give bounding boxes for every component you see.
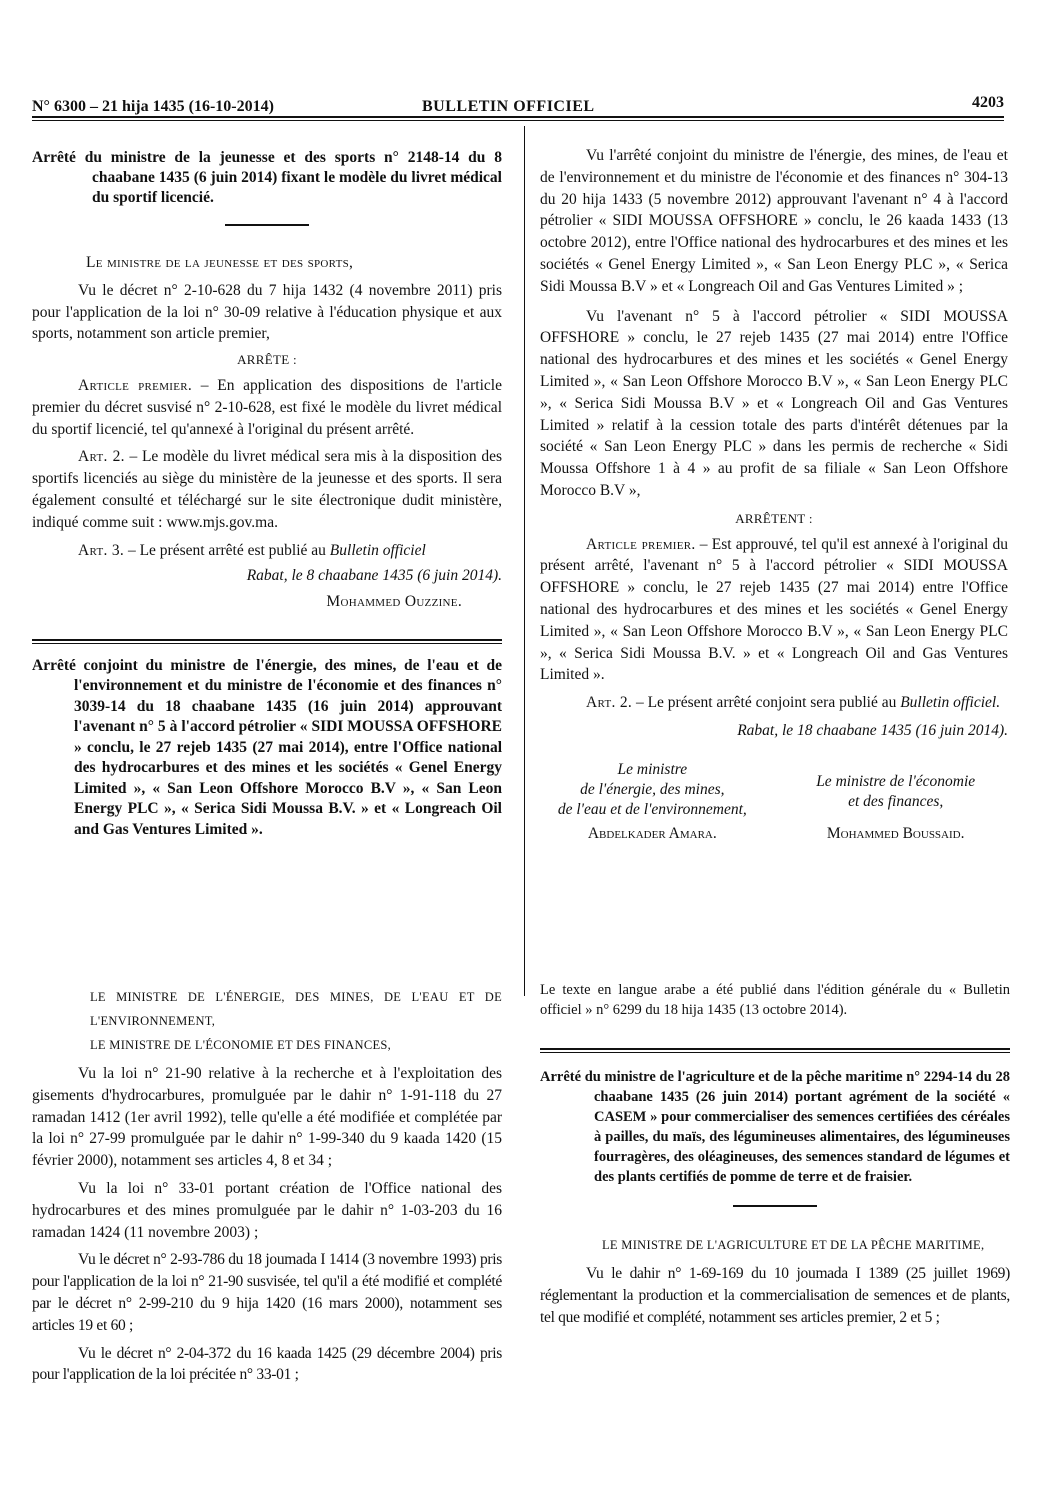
article-text: – Est approuvé, tel qu'il est annexé à l'original du présent arrêté, l'avenant n° 5 à l'accord pétrolier « SIDI MOUSSA OFFSHORE » conclu, le 27 rejeb 1435 (27 mai 2014) entre l'Office national des hydrocarbures et des mines et les sociétés « Genel Energy Limited », « San Leon Offshore Morocco B.V », « San Leon Energy PLC », « Serica Sidi Moussa B.V. » et « Longreach Oil and Gas Ventures Limited ». xyxy=(540,535,1008,684)
right-column xyxy=(540,145,1008,844)
decree3-title: Arrêté du ministre de l'agriculture et de la pêche maritime n° 2294-14 du 28 chaabane 1435 (26 juin 2014) portant agrément de la société « CASEM » pour commercialiser des semences certifiées des céréales à pailles, du maïs, des légumineuses alimentaires, des légumineuses fourragères, des oléagineuses, des semences standard de légumes et des plants certifiés de pomme de terre et de fraisier. xyxy=(540,1069,1010,1185)
article-label: Art. 2. xyxy=(78,448,125,466)
article-text: – En application des dispositions de l'article premier du décret susvisé n° 2-10-628, est fixé le modèle du livret médical du sportif licencié, tel qu'annexé à l'original du présent arrêté. xyxy=(32,376,502,438)
signature-line: de l'énergie, des mines, xyxy=(580,780,725,798)
bulletin-ref: Bulletin officiel. xyxy=(900,694,1001,712)
article-text: – Le présent arrêté est publié au xyxy=(124,541,330,559)
signature-finance-minister xyxy=(783,760,1008,844)
decree2-whereas-3: Vu le décret n° 2-93-786 du 18 joumada I 1414 (3 novembre 1993) pris pour l'application de la loi n° 21-90 susvisée, tel qu'il a été modifié et complété par le décret n° 2-99-210 du 9 hija 1420 (16 mars 2000), notamment ses articles 19 et 60 ; xyxy=(32,1251,502,1334)
decree2-date: Rabat, le 18 chaabane 1435 (16 juin 2014). xyxy=(737,721,1008,739)
decree3-minister: LE MINISTRE DE L'AGRICULTURE ET DE LA PÊCHE MARITIME, xyxy=(602,1238,985,1252)
decree2-arretent: ARRÊTENT : xyxy=(735,510,813,526)
left-column xyxy=(32,148,502,840)
article-label: Article premier. xyxy=(78,376,193,394)
arabic-text-note: Le texte en langue arabe a été publié dans l'édition générale du « Bulletin officiel » n° 6299 du 18 hija 1435 (13 octobre 2014). xyxy=(540,982,1010,1018)
issue-number: N° 6300 – 21 hija 1435 (16-10-2014) xyxy=(32,98,274,115)
article-text: – Le modèle du livret médical sera mis à la disposition des sportifs licenciés au siège du ministère de la jeunesse et des sports. Il sera également consulté et téléchargé sur le site électronique dudit ministère, indiqué comme suit : www.mjs.gov.ma. xyxy=(32,448,502,531)
header-rule xyxy=(32,116,1004,118)
header-rule-thin xyxy=(32,120,1004,121)
article-label: Art. 3. xyxy=(78,541,125,559)
bulletin-ref: Bulletin officiel xyxy=(329,541,426,559)
decree2-minister-1: LE MINISTRE DE L'ÉNERGIE, DES MINES, DE L'EAU ET DE L'ENVIRONNEMENT, xyxy=(90,990,502,1028)
decree1-date: Rabat, le 8 chaabane 1435 (6 juin 2014). xyxy=(246,567,502,585)
decree2-article2 xyxy=(540,692,1008,714)
decree2-title: Arrêté conjoint du ministre de l'énergie, des mines, de l'eau et de l'environnement et du ministre de l'économie et des finances n° 3039-14 du 18 chaabane 1435 (16 juin 2014) approuvant l'avenant n° 5 à l'accord pétrolier « SIDI MOUSSA OFFSHORE » conclu, le 27 rejeb 1435 (27 mai 2014), entre l'Office national des hydrocarbures et des mines et les sociétés « Genel Energy Limited », « San Leon Offshore Morocco B.V », « San Leon Energy PLC », « Serica Sidi Moussa B.V. » et « Longreach Oil and Gas Ventures Limited ». xyxy=(32,656,502,838)
publication-title: BULLETIN OFFICIEL xyxy=(422,98,595,115)
decree3-whereas-1: Vu le dahir n° 1-69-169 du 10 joumada I 1389 (25 juillet 1969) réglementant la production et la commercialisation de semences et de plants, tel que modifié et complété, notamment ses articles premier, 2 et 5 ; xyxy=(540,1265,1010,1326)
decree1-whereas-1: Vu le décret n° 2-10-628 du 7 hija 1432 (4 novembre 2011) pris pour l'application de la loi n° 30-09 relative à l'éducation physique et aux sports, notamment son article premier, xyxy=(32,281,502,343)
article-text: – Le présent arrêté conjoint sera publié au xyxy=(632,694,901,712)
signature-line: Le ministre de l'économie xyxy=(816,772,976,790)
article-label: Art. 2. xyxy=(586,694,633,712)
signature-line: Le ministre xyxy=(617,760,688,778)
decree2-whereas-4: Vu le décret n° 2-04-372 du 16 kaada 1425 (29 décembre 2004) pris pour l'application de la loi précitée n° 33-01 ; xyxy=(32,1344,502,1384)
signature-line: de l'eau et de l'environnement, xyxy=(557,800,747,818)
decree1-minister: Le ministre de la jeunesse et des sports, xyxy=(86,254,354,271)
decree1-title: Arrêté du ministre de la jeunesse et des sports n° 2148-14 du 8 chaabane 1435 (6 juin 2014) fixant le modèle du livret médical du sportif licencié. xyxy=(32,149,502,206)
decree1-article2 xyxy=(32,446,502,533)
page-number: 4203 xyxy=(972,94,1004,111)
left-column-lower xyxy=(32,985,502,1386)
article-label: Article premier. xyxy=(586,535,696,553)
decree2-whereas-6: Vu l'avenant n° 5 à l'accord pétrolier « SIDI MOUSSA OFFSHORE » conclu, le 27 rejeb 1435 (27 mai 2014) entre l'Office national des hydrocarbures et des mines et les sociétés « Genel Energy Limited », « San Leon Offshore Morocco B.V », « San Leon Energy PLC », « Serica Sidi Moussa B.V » et « Longreach Oil and Gas Ventures Limited » relatif à la cession totale des parts d'intérêt détenues par la société « San Leon Energy PLC » dans les permis de recherche « Sidi Moussa Offshore 1 à 4 » au profit de sa filiale « San Leon Offshore Morocco B.V », xyxy=(540,307,1008,499)
signature-block xyxy=(540,760,1008,844)
signature-line: et des finances, xyxy=(848,792,944,810)
decree2-whereas-1: Vu la loi n° 21-90 relative à la recherche et à l'exploitation des gisements d'hydrocarbures, promulguée par le dahir n° 1-91-118 du 27 ramadan 1412 (1er avril 1992), telle qu'elle a été modifiée et complétée par la loi n° 27-99 promulguée par le dahir n° 1-99-340 du 9 kaada 1420 (15 février 2000), notamment ses articles 4, 8 et 34 ; xyxy=(32,1065,502,1170)
decree2-whereas-2: Vu la loi n° 33-01 portant création de l'Office national des hydrocarbures et des mines promulguée par le dahir n° 1-03-203 du 16 ramadan 1424 (11 novembre 2003) ; xyxy=(32,1179,502,1241)
right-column-lower xyxy=(540,980,1010,1328)
column-divider xyxy=(524,126,525,996)
signer-name: Mohammed Boussaid. xyxy=(826,824,965,842)
decree1-arrete: ARRÊTE : xyxy=(237,352,297,368)
signer-name: Abdelkader Amara. xyxy=(587,824,717,842)
decree2-minister-2: LE MINISTRE DE L'ÉCONOMIE ET DES FINANCES, xyxy=(90,1038,392,1052)
decree2-article1 xyxy=(540,534,1008,687)
decree1-article3 xyxy=(32,540,502,562)
signature-energy-minister xyxy=(540,760,765,844)
decree1-article1 xyxy=(32,375,502,440)
decree2-whereas-5: Vu l'arrêté conjoint du ministre de l'énergie, des mines, de l'eau et de l'environnement et du ministre de l'économie et des finances n° 304-13 du 20 hija 1433 (5 novembre 2012) approuvant l'avenant n° 4 à l'accord pétrolier « SIDI MOUSSA OFFSHORE » conclu, le 26 kaada 1433 (13 octobre 2012), entre l'Office national des hydrocarbures et des mines et les sociétés « Genel Energy Limited », « San Leon Energy PLC », « Serica Sidi Moussa B.V » et « Longreach Oil and Gas Ventures Limited » ; xyxy=(540,147,1008,295)
decree1-signer: Mohammed Ouzzine. xyxy=(326,593,462,611)
